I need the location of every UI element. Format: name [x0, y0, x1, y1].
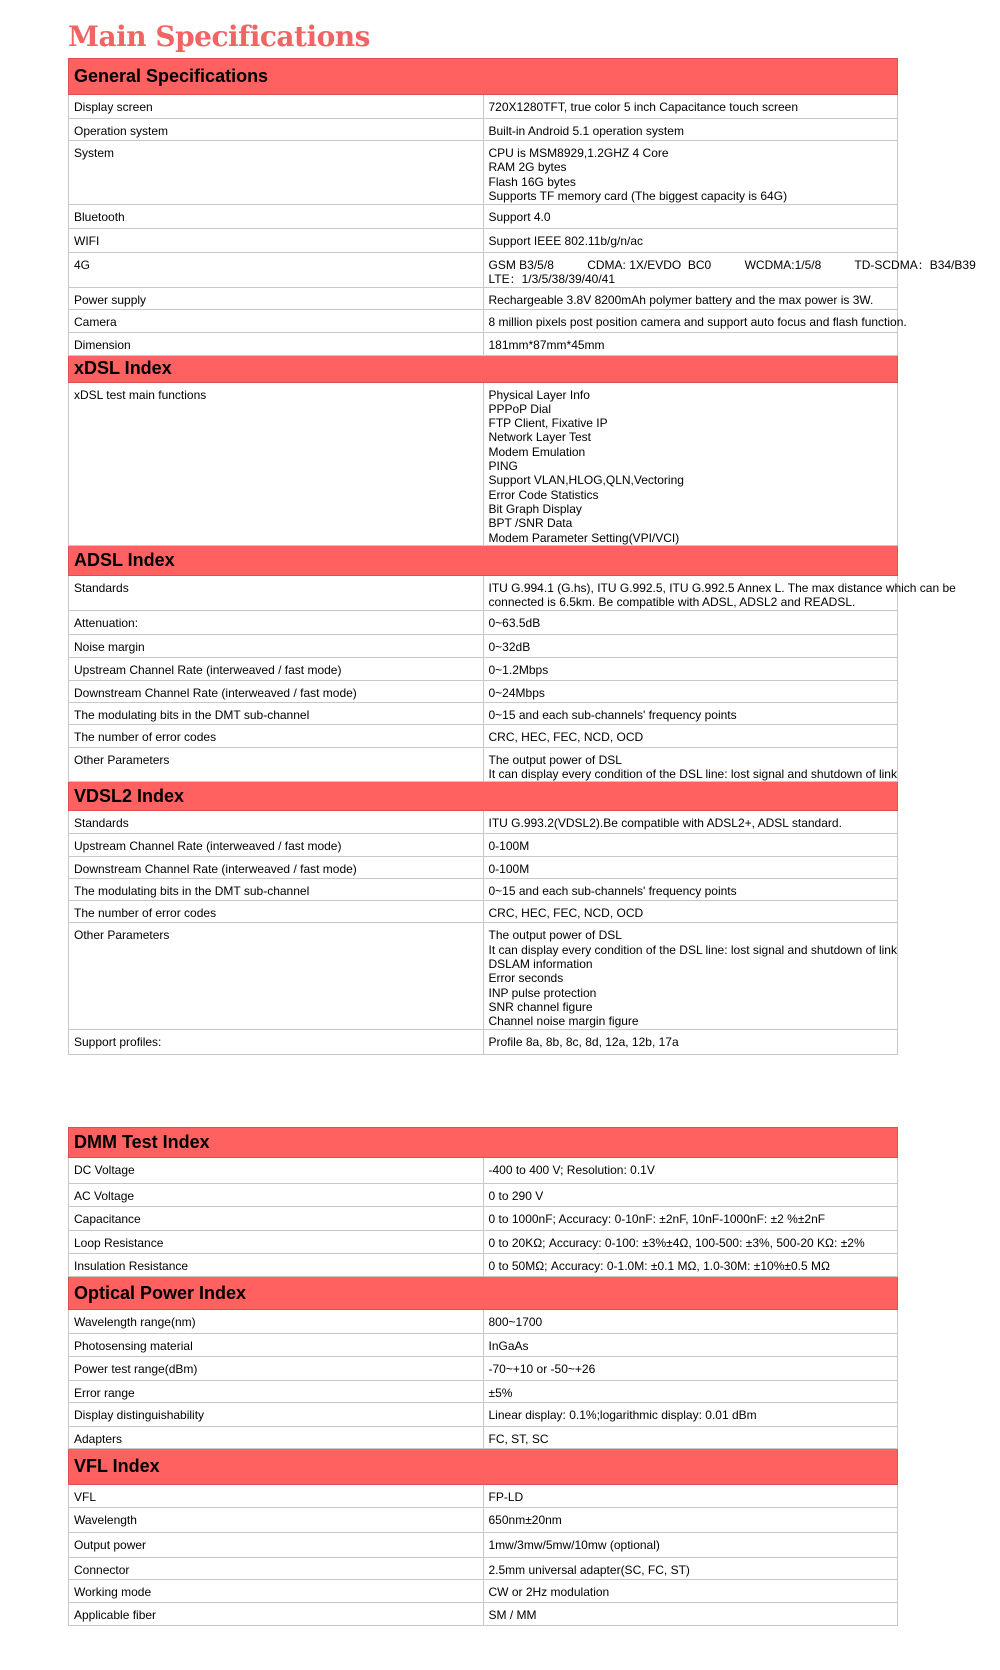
- spec-label: Display screen: [69, 95, 484, 119]
- spec-row: [69, 253, 898, 288]
- spec-label: Camera: [69, 309, 484, 332]
- spec-value-line: ITU G.993.2(VDSL2).Be compatible with ADSL2+, ADSL standard.: [488, 816, 842, 831]
- spec-value-line: Support IEEE 802.11b/g/n/ac: [488, 234, 644, 248]
- spec-value: [483, 901, 898, 923]
- spec-table-bottom: [68, 1127, 898, 1626]
- spec-label: Power supply: [69, 287, 484, 309]
- spec-label: Downstream Channel Rate (interweaved / fast mode): [69, 680, 484, 702]
- spec-value: [483, 1357, 898, 1381]
- spec-value: [483, 610, 898, 634]
- spec-row: [69, 1207, 898, 1231]
- spec-value: [483, 287, 898, 309]
- spec-row: [69, 747, 898, 782]
- spec-label: Power test range(dBm): [69, 1357, 484, 1381]
- page-title: Main Specifications: [68, 20, 370, 53]
- spec-row: [69, 1310, 898, 1334]
- spec-value: [483, 857, 898, 879]
- spec-value-line: 720X1280TFT, true color 5 inch Capacitance touch screen: [488, 100, 799, 114]
- spec-value: [483, 1508, 898, 1533]
- spec-row: [69, 1030, 898, 1055]
- spec-value: [483, 923, 898, 1030]
- spec-row: [69, 811, 898, 834]
- spec-value-line: FTP Client, Fixative IP: [488, 416, 608, 431]
- spec-value-line: Modem Emulation: [488, 444, 586, 459]
- section-header-optical-power-index: [69, 1277, 898, 1310]
- spec-row: [69, 95, 898, 119]
- spec-label: Error range: [69, 1381, 484, 1403]
- spec-value: [483, 332, 898, 355]
- spec-row: [69, 1508, 898, 1533]
- spec-value-line: Flash 16G bytes: [488, 174, 576, 189]
- spec-value: [483, 1580, 898, 1603]
- spec-value: [483, 724, 898, 747]
- spec-row: [69, 724, 898, 747]
- spec-row: [69, 1603, 898, 1626]
- spec-value-line: 0 to 290 V: [488, 1189, 544, 1203]
- spec-row: [69, 657, 898, 680]
- spec-label: Wavelength: [69, 1508, 484, 1533]
- spec-label: Applicable fiber: [69, 1603, 484, 1626]
- spec-label: Wavelength range(nm): [69, 1310, 484, 1334]
- spec-value-line: CW or 2Hz modulation: [488, 1585, 610, 1599]
- spec-block-top: [68, 58, 976, 1055]
- spec-block-bottom: [68, 1127, 898, 1626]
- section-header-vfl-index: [69, 1449, 898, 1485]
- spec-value-line: 0-100M: [488, 862, 530, 877]
- spec-value: [483, 1030, 898, 1055]
- spec-value: [483, 879, 898, 901]
- spec-row: [69, 1381, 898, 1403]
- spec-value-line: INP pulse protection: [488, 985, 597, 1000]
- section-header-xdsl-index: [69, 355, 898, 382]
- spec-value: [483, 1403, 898, 1427]
- spec-label: Standards: [69, 811, 484, 834]
- spec-row: [69, 901, 898, 923]
- section-header-dmm-test-index: [69, 1128, 898, 1158]
- spec-value: [483, 1158, 898, 1184]
- spec-row: [69, 702, 898, 724]
- spec-value-line: PING: [488, 459, 518, 474]
- spec-label: Working mode: [69, 1580, 484, 1603]
- spec-value: [483, 657, 898, 680]
- spec-value-line: Rechargeable 3.8V 8200mAh polymer battery and the max power is 3W.: [488, 292, 874, 307]
- spec-row: [69, 229, 898, 253]
- spec-value-line: 0-100M: [488, 839, 530, 854]
- spec-label: Insulation Resistance: [69, 1254, 484, 1277]
- spec-value-line: FC, ST, SC: [488, 1432, 549, 1446]
- spec-label: The modulating bits in the DMT sub-channel: [69, 879, 484, 901]
- spec-value-line: 0 to 20KΩ; Accuracy: 0-100: ±3%±4Ω, 100-500: ±3%, 500-20 KΩ: ±2%: [488, 1236, 865, 1250]
- spec-label: Noise margin: [69, 634, 484, 657]
- spec-value-line: Support 4.0: [488, 210, 551, 224]
- spec-row: [69, 119, 898, 141]
- spec-row: [69, 680, 898, 702]
- spec-value: [483, 575, 956, 610]
- spec-value: [483, 702, 898, 724]
- spec-label: The modulating bits in the DMT sub-channel: [69, 702, 484, 724]
- spec-row: [69, 1184, 898, 1207]
- spec-value: [483, 1485, 898, 1508]
- spec-value: [483, 1184, 898, 1207]
- spec-value-line: connected is 6.5km. Be compatible with ADSL, ADSL2 and READSL.: [488, 595, 856, 610]
- spec-label: Upstream Channel Rate (interweaved / fast mode): [69, 834, 484, 857]
- spec-label: xDSL test main functions: [69, 382, 484, 545]
- spec-value-line: 181mm*87mm*45mm: [488, 337, 605, 352]
- spec-value-line: Error seconds: [488, 971, 564, 986]
- spec-value: [483, 1310, 898, 1334]
- spec-value: [483, 811, 898, 834]
- spec-value: [483, 1231, 898, 1254]
- spec-value: [483, 1334, 898, 1357]
- spec-value: [483, 1381, 898, 1403]
- spec-row: [69, 1357, 898, 1381]
- section-title: General Specifications: [69, 59, 898, 95]
- section-title: VFL Index: [69, 1449, 898, 1485]
- spec-row: [69, 857, 898, 879]
- spec-value-line: 0~1.2Mbps: [488, 662, 549, 677]
- spec-label: AC Voltage: [69, 1184, 484, 1207]
- spec-value: [483, 834, 898, 857]
- spec-value-line: Supports TF memory card (The biggest capacity is 64G): [488, 188, 788, 203]
- spec-value-line: The output power of DSL: [488, 928, 622, 943]
- spec-row: [69, 141, 898, 205]
- section-title: xDSL Index: [69, 355, 898, 382]
- spec-value-line: BPT /SNR Data: [488, 516, 573, 531]
- spec-row: [69, 575, 898, 610]
- spec-row: [69, 1533, 898, 1558]
- spec-table-top: [68, 58, 976, 1055]
- spec-value-line: CRC, HEC, FEC, NCD, OCD: [488, 729, 644, 744]
- spec-value: [483, 1207, 898, 1231]
- spec-value-line: 0~63.5dB: [488, 615, 541, 630]
- spec-label: Standards: [69, 575, 484, 610]
- spec-label: Output power: [69, 1533, 484, 1558]
- spec-row: [69, 923, 898, 1030]
- spec-label: Attenuation:: [69, 610, 484, 634]
- section-title: VDSL2 Index: [69, 782, 898, 811]
- spec-label: Adapters: [69, 1427, 484, 1449]
- spec-value-line: ±5%: [488, 1386, 513, 1400]
- spec-row: [69, 1231, 898, 1254]
- spec-label: Support profiles:: [69, 1030, 484, 1055]
- spec-label: Photosensing material: [69, 1334, 484, 1357]
- spec-value: [483, 747, 898, 782]
- spec-value-line: 0~32dB: [488, 639, 531, 654]
- spec-row: [69, 1485, 898, 1508]
- spec-label: DC Voltage: [69, 1158, 484, 1184]
- spec-value: [483, 229, 898, 253]
- spec-value-line: ITU G.994.1 (G.hs), ITU G.992.5, ITU G.992.5 Annex L. The max distance which can be: [488, 580, 956, 595]
- spec-value: [483, 1254, 898, 1277]
- spec-value-line: Physical Layer Info: [488, 387, 590, 402]
- spec-row: [69, 834, 898, 857]
- spec-value-line: The output power of DSL: [488, 752, 622, 767]
- spec-value-line: GSM B3/5/8 CDMA: 1X/EVDO BC0 WCDMA:1/5/8 TD-SCDMA：B34/B39: [488, 258, 976, 272]
- spec-value-line: 0~15 and each sub-channels' frequency points: [488, 884, 737, 899]
- spec-value-line: PPPoP Dial: [488, 401, 551, 416]
- spec-row: [69, 634, 898, 657]
- spec-row: [69, 332, 898, 355]
- spec-value: [483, 119, 898, 141]
- spec-value: [483, 253, 976, 288]
- spec-value-line: Support VLAN,HLOG,QLN,Vectoring: [488, 473, 684, 488]
- spec-value-line: Built-in Android 5.1 operation system: [488, 124, 684, 138]
- spec-value-line: InGaAs: [488, 1339, 529, 1353]
- spec-row: [69, 1403, 898, 1427]
- spec-label: The number of error codes: [69, 724, 484, 747]
- spec-value-line: RAM 2G bytes: [488, 160, 567, 175]
- spec-label: Upstream Channel Rate (interweaved / fast mode): [69, 657, 484, 680]
- spec-value-line: 1mw/3mw/5mw/10mw (optional): [488, 1538, 660, 1552]
- spec-value: [483, 1533, 898, 1558]
- spec-value-line: CPU is MSM8929,1.2GHZ 4 Core: [488, 146, 669, 160]
- spec-value-line: -400 to 400 V; Resolution: 0.1V: [488, 1163, 655, 1177]
- spec-label: Display distinguishability: [69, 1403, 484, 1427]
- spec-value-line: It can display every condition of the DSL line: lost signal and shutdown of link: [488, 767, 897, 782]
- spec-label: Other Parameters: [69, 923, 484, 1030]
- spec-value-line: 8 million pixels post position camera and support auto focus and flash function.: [488, 314, 907, 329]
- spec-value-line: LTE：1/3/5/38/39/40/41: [488, 272, 616, 287]
- spec-label: WIFI: [69, 229, 484, 253]
- spec-row: [69, 1254, 898, 1277]
- spec-row: [69, 382, 898, 545]
- spec-row: [69, 205, 898, 229]
- spec-label: Bluetooth: [69, 205, 484, 229]
- spec-value-line: SNR channel figure: [488, 999, 593, 1014]
- spec-value: [483, 382, 898, 545]
- spec-label: Connector: [69, 1558, 484, 1580]
- spec-label: 4G: [69, 253, 484, 288]
- spec-row: [69, 610, 898, 634]
- spec-label: Loop Resistance: [69, 1231, 484, 1254]
- spec-value: [483, 95, 898, 119]
- spec-value-line: 800~1700: [488, 1315, 543, 1329]
- spec-value: [483, 1427, 898, 1449]
- spec-label: Other Parameters: [69, 747, 484, 782]
- spec-value-line: DSLAM information: [488, 957, 593, 972]
- spec-row: [69, 1158, 898, 1184]
- spec-row: [69, 1580, 898, 1603]
- section-title: ADSL Index: [69, 545, 898, 575]
- spec-value-line: 0 to 50MΩ; Accuracy: 0-1.0M: ±0.1 MΩ, 1.0-30M: ±10%±0.5 MΩ: [488, 1259, 830, 1273]
- spec-row: [69, 1558, 898, 1580]
- section-title: DMM Test Index: [69, 1128, 898, 1158]
- spec-value-line: Linear display: 0.1%;logarithmic display: 0.01 dBm: [488, 1408, 757, 1422]
- spec-value: [483, 309, 907, 332]
- section-header-general-specifications: [69, 59, 898, 95]
- spec-row: [69, 287, 898, 309]
- spec-label: Dimension: [69, 332, 484, 355]
- spec-value-line: Profile 8a, 8b, 8c, 8d, 12a, 12b, 17a: [488, 1035, 679, 1050]
- section-header-vdsl2-index: [69, 782, 898, 811]
- spec-value-line: Error Code Statistics: [488, 487, 599, 502]
- spec-label: System: [69, 141, 484, 205]
- spec-value-line: Channel noise margin figure: [488, 1014, 639, 1029]
- spec-value-line: 0~15 and each sub-channels' frequency points: [488, 707, 737, 722]
- spec-label: The number of error codes: [69, 901, 484, 923]
- spec-label: Capacitance: [69, 1207, 484, 1231]
- spec-value-line: Bit Graph Display: [488, 501, 582, 516]
- spec-value-line: FP-LD: [488, 1490, 524, 1504]
- spec-row: [69, 1334, 898, 1357]
- spec-row: [69, 879, 898, 901]
- spec-label: VFL: [69, 1485, 484, 1508]
- spec-value: [483, 1558, 898, 1580]
- spec-value: [483, 205, 898, 229]
- spec-value-line: 0~24Mbps: [488, 685, 545, 700]
- spec-value: [483, 1603, 898, 1626]
- spec-label: Operation system: [69, 119, 484, 141]
- section-title: Optical Power Index: [69, 1277, 898, 1310]
- spec-row: [69, 309, 898, 332]
- spec-value: [483, 680, 898, 702]
- spec-value-line: 2.5mm universal adapter(SC, FC, ST): [488, 1563, 690, 1577]
- spec-row: [69, 1427, 898, 1449]
- spec-label: Downstream Channel Rate (interweaved / fast mode): [69, 857, 484, 879]
- spec-value: [483, 634, 898, 657]
- spec-value-line: CRC, HEC, FEC, NCD, OCD: [488, 906, 644, 921]
- spec-value: [483, 141, 898, 205]
- spec-value-line: 0 to 1000nF; Accuracy: 0-10nF: ±2nF, 10nF-1000nF: ±2 %±2nF: [488, 1212, 826, 1226]
- spec-value-line: Network Layer Test: [488, 430, 591, 445]
- spec-value-line: Modem Parameter Setting(VPI/VCI): [488, 530, 680, 545]
- spec-value-line: SM / MM: [488, 1608, 537, 1622]
- spec-value-line: 650nm±20nm: [488, 1513, 562, 1527]
- section-header-adsl-index: [69, 545, 898, 575]
- spec-value-line: It can display every condition of the DSL line: lost signal and shutdown of link: [488, 942, 897, 957]
- spec-value-line: -70~+10 or -50~+26: [488, 1362, 596, 1376]
